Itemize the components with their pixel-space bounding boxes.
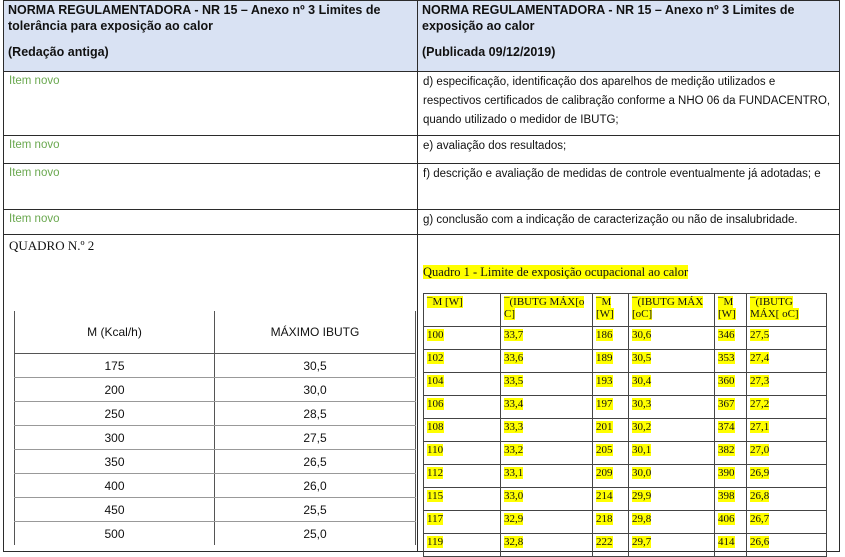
quadro1-m-cell xyxy=(715,327,747,350)
quadro1-ibutg-cell xyxy=(629,465,715,488)
quadro1-ibutg-cell xyxy=(629,373,715,396)
quadro1-cell-value: 382 xyxy=(718,444,735,456)
quadro1-row xyxy=(424,419,827,442)
quadro1-cell-value: 360 xyxy=(718,375,735,387)
quadro2-ibutg-cell: 27,5 xyxy=(215,426,416,450)
quadro1-cell-value: 110 xyxy=(427,444,444,456)
quadro1-m-cell xyxy=(424,511,501,534)
quadro2-ibutg-cell: 26,0 xyxy=(215,474,416,498)
quadro1-ibutg-cell xyxy=(629,419,715,442)
quadro1-cell-value: 115 xyxy=(427,490,444,502)
quadro1-row xyxy=(424,488,827,511)
quadro1-m-cell xyxy=(424,442,501,465)
quadro1-ibutg-cell xyxy=(747,373,827,396)
quadro1-cell-value: 32,9 xyxy=(504,513,524,525)
quadro1-ibutg-cell xyxy=(501,419,593,442)
quadro1-m-cell xyxy=(424,419,501,442)
quadro1-ibutg-cell xyxy=(747,511,827,534)
quadro1-cell-value: 33,2 xyxy=(504,444,524,456)
quadro1-row xyxy=(424,396,827,419)
quadro1-ibutg-cell xyxy=(747,396,827,419)
quadro1-ibutg-cell xyxy=(501,373,593,396)
quadro1-cell-value: 27,5 xyxy=(750,329,770,341)
row-e-right: e) avaliação dos resultados; xyxy=(418,136,840,164)
quadro1-m-cell xyxy=(424,488,501,511)
quadro1-m-cell xyxy=(593,419,629,442)
quadro1-cell-value: 26,8 xyxy=(750,490,770,502)
header-right-subtitle: (Publicada 09/12/2019) xyxy=(422,45,556,59)
quadro1-ibutg-cell xyxy=(747,465,827,488)
row-g-left: Item novo xyxy=(4,210,418,235)
row-d-left: Item novo xyxy=(4,72,418,136)
quadro2-m-cell: 300 xyxy=(15,426,215,450)
quadro1-title xyxy=(423,265,688,280)
quadro1-cell-value: 197 xyxy=(596,398,613,410)
quadro1-ibutg-cell xyxy=(629,511,715,534)
quadro1-cell-value: 33,4 xyxy=(504,398,524,410)
quadro1-m-cell xyxy=(715,373,747,396)
quadro1-header-text: ¯M [W] xyxy=(596,296,614,320)
quadro1-cell-value: 102 xyxy=(427,352,444,364)
quadro1-cell-value: 374 xyxy=(718,421,735,433)
quadro1-m-cell xyxy=(593,534,629,557)
quadro1-cell-value: 406 xyxy=(718,513,735,525)
header-left-title: NORMA REGULAMENTADORA - NR 15 – Anexo nº 3 Limites de tolerância para exposição ao calor xyxy=(8,3,381,33)
quadro1-cell-value: 33,6 xyxy=(504,352,524,364)
quadro2-table xyxy=(14,311,416,545)
quadro1-cell-value: 222 xyxy=(596,536,613,548)
quadro1-ibutg-cell xyxy=(501,327,593,350)
quadro1-cell-value: 214 xyxy=(596,490,613,502)
quadro1-row xyxy=(424,511,827,534)
quadro1-cell-value: 193 xyxy=(596,375,613,387)
quadro2-header-ibutg: MÁXIMO IBUTG xyxy=(215,311,416,354)
quadro2-ibutg-cell: 30,5 xyxy=(215,354,416,378)
quadro1-cell-value: 27,0 xyxy=(750,444,770,456)
quadro2-cell xyxy=(4,235,418,552)
quadro1-m-cell xyxy=(715,396,747,419)
quadro1-cell-value: 201 xyxy=(596,421,613,433)
quadro1-m-cell xyxy=(424,534,501,557)
quadro1-cell-value: 29,8 xyxy=(632,513,652,525)
quadro1-cell-value: 30,5 xyxy=(632,352,652,364)
quadro1-cell xyxy=(418,235,840,552)
quadro1-cell-value: 32,8 xyxy=(504,536,524,548)
quadro1-m-cell xyxy=(424,350,501,373)
quadro1-cell-value: 33,5 xyxy=(504,375,524,387)
quadro1-header-text: ¯(IBUTG MÁX[ oC] xyxy=(750,296,799,320)
quadro1-ibutg-cell xyxy=(501,465,593,488)
quadro1-header-ibutg xyxy=(629,294,715,327)
quadro1-cell-value: 30,0 xyxy=(632,467,652,479)
quadro2-m-cell: 350 xyxy=(15,450,215,474)
quadro1-ibutg-cell xyxy=(747,419,827,442)
quadro1-cell-value: 30,3 xyxy=(632,398,652,410)
quadro1-m-cell xyxy=(715,511,747,534)
comparison-table xyxy=(3,0,840,552)
quadro2-ibutg-cell: 25,5 xyxy=(215,498,416,522)
quadro1-cell-value: 100 xyxy=(427,329,444,341)
quadro1-cell-value: 390 xyxy=(718,467,735,479)
quadro1-cell-value: 29,9 xyxy=(632,490,652,502)
quadro1-ibutg-cell xyxy=(629,350,715,373)
quadro1-ibutg-cell xyxy=(501,534,593,557)
row-d-right: d) especificação, identificação dos aparelhos de medição utilizados e respectivos certificados de calibração conforme a NHO 06 da FUNDACENTRO, quando utilizado o medidor de IBUTG; xyxy=(418,72,840,136)
row-f-left: Item novo xyxy=(4,164,418,210)
quadro1-cell-value: 30,4 xyxy=(632,375,652,387)
quadro1-ibutg-cell xyxy=(501,488,593,511)
quadro1-m-cell xyxy=(593,488,629,511)
quadro1-cell-value: 27,3 xyxy=(750,375,770,387)
quadro1-cell-value: 414 xyxy=(718,536,735,548)
quadro1-cell-value: 30,1 xyxy=(632,444,652,456)
quadro1-row xyxy=(424,534,827,557)
quadro1-cell-value: 33,7 xyxy=(504,329,524,341)
quadro1-m-cell xyxy=(715,488,747,511)
quadro1-cell-value: 27,4 xyxy=(750,352,770,364)
quadro1-ibutg-cell xyxy=(629,488,715,511)
quadro1-m-cell xyxy=(593,373,629,396)
quadro1-cell-value: 27,2 xyxy=(750,398,770,410)
quadro1-header-text: ¯M [W] xyxy=(427,296,463,308)
quadro1-m-cell xyxy=(715,465,747,488)
quadro1-header-m xyxy=(593,294,629,327)
quadro1-ibutg-cell xyxy=(501,350,593,373)
quadro1-m-cell xyxy=(424,327,501,350)
quadro1-m-cell xyxy=(593,396,629,419)
quadro2-ibutg-cell: 28,5 xyxy=(215,402,416,426)
quadro1-cell-value: 398 xyxy=(718,490,735,502)
quadro2-m-cell: 250 xyxy=(15,402,215,426)
quadro1-cell-value: 209 xyxy=(596,467,613,479)
quadro2-m-cell: 200 xyxy=(15,378,215,402)
quadro1-ibutg-cell xyxy=(501,396,593,419)
quadro1-cell-value: 346 xyxy=(718,329,735,341)
quadro1-ibutg-cell xyxy=(629,327,715,350)
quadro1-ibutg-cell xyxy=(747,534,827,557)
quadro2-m-cell: 400 xyxy=(15,474,215,498)
quadro1-row xyxy=(424,465,827,488)
quadro2-m-cell: 175 xyxy=(15,354,215,378)
quadro1-cell-value: 367 xyxy=(718,398,735,410)
quadro1-m-cell xyxy=(715,419,747,442)
quadro1-ibutg-cell xyxy=(747,350,827,373)
quadro2-m-cell: 500 xyxy=(15,522,215,546)
quadro1-row xyxy=(424,327,827,350)
quadro1-cell-value: 30,6 xyxy=(632,329,652,341)
row-g-right: g) conclusão com a indicação de caracterização ou não de insalubridade. xyxy=(418,210,840,235)
quadro1-header-text: ¯(IBUTG MÁX[o C] xyxy=(504,296,585,320)
quadro1-m-cell xyxy=(715,350,747,373)
quadro1-ibutg-cell xyxy=(747,488,827,511)
quadro2-ibutg-cell: 26,5 xyxy=(215,450,416,474)
quadro1-row xyxy=(424,373,827,396)
header-left-subtitle: (Redação antiga) xyxy=(8,45,109,59)
quadro1-cell-value: 189 xyxy=(596,352,613,364)
quadro1-m-cell xyxy=(593,465,629,488)
quadro1-cell-value: 33,3 xyxy=(504,421,524,433)
row-e-left: Item novo xyxy=(4,136,418,164)
quadro2-ibutg-cell: 30,0 xyxy=(215,378,416,402)
quadro1-ibutg-cell xyxy=(501,442,593,465)
quadro1-cell-value: 218 xyxy=(596,513,613,525)
quadro1-m-cell xyxy=(424,373,501,396)
quadro1-ibutg-cell xyxy=(501,511,593,534)
quadro1-cell-value: 104 xyxy=(427,375,444,387)
quadro1-cell-value: 26,7 xyxy=(750,513,770,525)
quadro1-m-cell xyxy=(715,442,747,465)
header-left xyxy=(4,1,418,72)
quadro1-header-m xyxy=(715,294,747,327)
quadro1-ibutg-cell xyxy=(747,327,827,350)
quadro1-m-cell xyxy=(593,442,629,465)
row-f-right: f) descrição e avaliação de medidas de controle eventualmente já adotadas; e xyxy=(418,164,840,210)
quadro1-cell-value: 33,1 xyxy=(504,467,524,479)
quadro1-cell-value: 205 xyxy=(596,444,613,456)
quadro1-header-text: ¯(IBUTG MÁX [oC] xyxy=(632,296,704,320)
quadro1-ibutg-cell xyxy=(629,442,715,465)
quadro1-m-cell xyxy=(593,350,629,373)
quadro1-m-cell xyxy=(593,327,629,350)
quadro1-m-cell xyxy=(593,511,629,534)
quadro1-row xyxy=(424,350,827,373)
quadro1-m-cell xyxy=(715,534,747,557)
quadro1-ibutg-cell xyxy=(629,396,715,419)
quadro1-cell-value: 26,6 xyxy=(750,536,770,548)
quadro1-m-cell xyxy=(424,396,501,419)
quadro2-m-cell: 450 xyxy=(15,498,215,522)
quadro1-cell-value: 186 xyxy=(596,329,613,341)
quadro1-title-text: Quadro 1 - Limite de exposição ocupacional ao calor xyxy=(423,265,689,279)
quadro1-header-ibutg xyxy=(747,294,827,327)
quadro1-ibutg-cell xyxy=(629,534,715,557)
quadro1-cell-value: 108 xyxy=(427,421,444,433)
quadro2-header-m: M (Kcal/h) xyxy=(15,311,215,354)
quadro1-cell-value: 29,7 xyxy=(632,536,652,548)
quadro1-ibutg-cell xyxy=(747,442,827,465)
quadro1-header-ibutg xyxy=(501,294,593,327)
quadro1-cell-value: 117 xyxy=(427,513,444,525)
quadro1-header-m xyxy=(424,294,501,327)
quadro1-cell-value: 112 xyxy=(427,467,444,479)
quadro2-title: QUADRO N.º 2 xyxy=(9,238,95,253)
quadro1-cell-value: 27,1 xyxy=(750,421,770,433)
quadro1-cell-value: 353 xyxy=(718,352,735,364)
header-right-title: NORMA REGULAMENTADORA - NR 15 – Anexo nº 3 Limites de exposição ao calor xyxy=(422,3,795,33)
quadro1-cell-value: 119 xyxy=(427,536,444,548)
quadro1-row xyxy=(424,442,827,465)
quadro2-ibutg-cell: 25,0 xyxy=(215,522,416,546)
header-right xyxy=(418,1,840,72)
quadro1-cell-value: 106 xyxy=(427,398,444,410)
quadro1-cell-value: 26,9 xyxy=(750,467,770,479)
quadro1-header-text: ¯M [W] xyxy=(718,296,736,320)
quadro1-m-cell xyxy=(424,465,501,488)
quadro1-cell-value: 33,0 xyxy=(504,490,524,502)
quadro1-table xyxy=(423,293,827,557)
quadro1-cell-value: 30,2 xyxy=(632,421,652,433)
